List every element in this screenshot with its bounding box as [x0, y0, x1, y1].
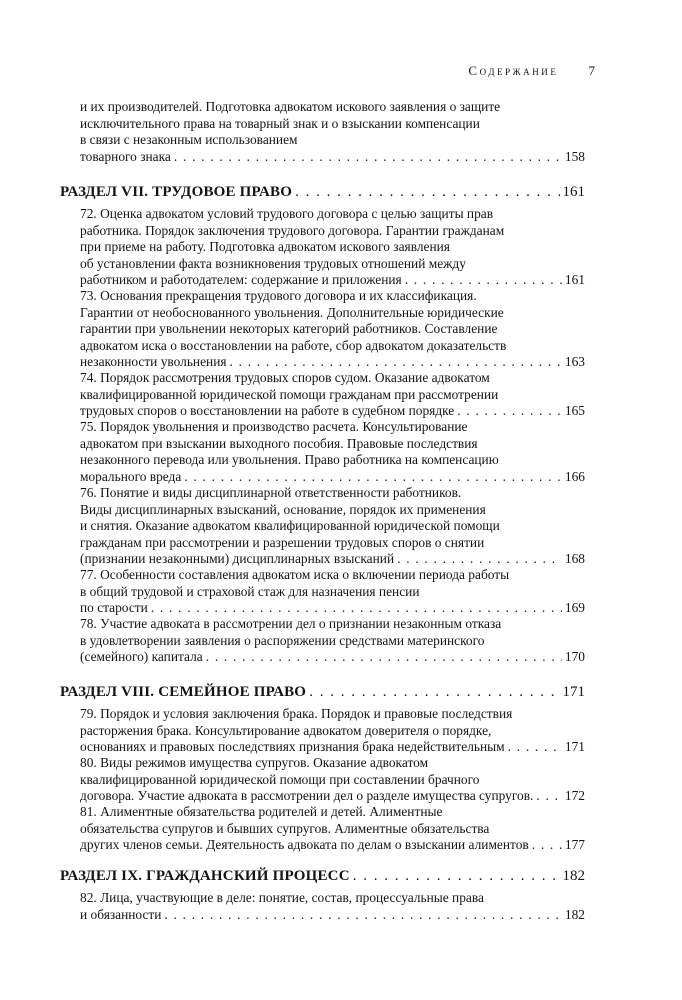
toc-entry-line: при приеме на работу. Подготовка адвокатом искового заявления [80, 239, 450, 254]
dot-leader [309, 684, 559, 701]
toc-page-number: 168 [564, 551, 585, 566]
dot-leader [405, 272, 562, 289]
toc-entry-line: гражданам при рассмотрении и разрешении трудовых споров о снятии [80, 534, 485, 550]
toc-entry-line: 78. Участие адвоката в рассмотрении дел о признании незаконным отказа [80, 616, 502, 631]
toc-entry-line: основаниях и правовых последствиях признания брака недействительным [80, 739, 505, 754]
dot-leader [397, 551, 562, 568]
dot-leader [206, 649, 562, 666]
toc-entry [80, 706, 585, 756]
section-page-number: 182 [562, 868, 585, 884]
toc-entry [80, 370, 585, 420]
toc-entry [80, 99, 585, 165]
toc-entry-line: 75. Порядок увольнения и производство расчета. Консультирование [80, 419, 468, 434]
toc-entry-line: квалифицированной юридической помощи при составлении брачного [80, 771, 480, 787]
dot-leader [151, 600, 562, 617]
toc-page-number: 177 [564, 837, 585, 852]
dot-leader [536, 788, 562, 805]
toc-entry-line: 80. Виды режимов имущества супругов. Оказание адвокатом [80, 755, 429, 770]
toc-entry-line: и снятия. Оказание адвокатом квалифицированной юридической помощи [80, 518, 500, 533]
toc-entry [80, 567, 585, 617]
toc-page-number: 158 [564, 148, 585, 164]
toc-entry-line: квалифицированной юридической помощи гражданам при рассмотрении [80, 386, 499, 402]
section-page-number: 171 [562, 684, 585, 700]
dot-leader [184, 469, 562, 486]
toc-entry-line: в связи с незаконным использованием [80, 132, 298, 147]
toc-entry-line: исключительного права на товарный знак и о взыскании компенсации [80, 115, 480, 131]
dot-leader [295, 184, 559, 201]
toc-entry-line: Гарантии от необоснованного увольнения. Дополнительные юридические [80, 304, 504, 320]
dot-leader [508, 739, 562, 756]
dot-leader [174, 149, 562, 166]
running-head-title: Содержание [468, 63, 559, 78]
toc-page-number: 169 [564, 600, 585, 615]
toc-entry [80, 890, 585, 923]
section-heading [60, 684, 585, 701]
toc-entry-line: 81. Алиментные обязательства родителей и детей. Алиментные [80, 804, 443, 819]
toc-page-number: 165 [564, 403, 585, 418]
dot-leader [164, 907, 562, 924]
toc-entry-line: других членов семьи. Деятельность адвоката по делам о взыскании алиментов [80, 837, 529, 852]
dot-leader [532, 837, 562, 854]
toc-entry-line: 82. Лица, участвующие в деле: понятие, состав, процессуальные права [80, 890, 484, 905]
toc-page-number: 163 [564, 354, 585, 369]
toc-entry-line: 77. Особенности составления адвокатом иска о включении периода работы [80, 567, 510, 582]
toc-entry-line: об установлении факта возникновения трудовых отношений между [80, 255, 466, 271]
toc-entry [80, 755, 585, 805]
dot-leader [353, 868, 560, 885]
dot-leader [457, 403, 562, 420]
toc-entry-line: товарного знака [80, 148, 171, 164]
toc-entry-line: в удовлетворении заявления о распоряжении средствами материнского [80, 632, 485, 648]
toc-page-number: 171 [564, 739, 585, 754]
section-page-number: 161 [562, 184, 585, 200]
section-heading [60, 184, 585, 201]
section-title: РАЗДЕЛ VIII. СЕМЕЙНОЕ ПРАВО [60, 684, 307, 700]
running-head [80, 63, 595, 85]
toc-entry-line: 73. Основания прекращения трудового договора и их классификация. [80, 288, 477, 303]
toc-entry-line: (семейного) капитала [80, 649, 203, 664]
section-heading [60, 868, 585, 885]
section-title: РАЗДЕЛ IX. ГРАЖДАНСКИЙ ПРОЦЕСС [60, 868, 350, 884]
toc-entry-line: договора. Участие адвоката в рассмотрении дел о разделе имущества супругов. [80, 788, 534, 803]
toc-page-number: 170 [564, 649, 585, 664]
toc-page-number: 172 [564, 788, 585, 803]
toc-entry-line: в общий трудовой и страховой стаж для назначения пенсии [80, 583, 420, 599]
dot-leader [230, 354, 562, 371]
toc-entry-line: по старости [80, 600, 148, 615]
toc-entry-line: 76. Понятие и виды дисциплинарной ответственности работников. [80, 485, 462, 500]
toc-entry-line: 74. Порядок рассмотрения трудовых споров судом. Оказание адвокатом [80, 370, 490, 385]
toc-entry-line: Виды дисциплинарных взысканий, основание, порядок их применения [80, 501, 486, 517]
toc-entry-line: трудовых споров о восстановлении на работе в судебном порядке [80, 403, 455, 418]
toc-entry-line: незаконности увольнения [80, 354, 227, 369]
toc-page-number: 166 [564, 468, 585, 484]
toc-page-number: 161 [564, 272, 585, 287]
toc-entry-line: расторжения брака. Консультирование адвокатом доверителя о порядке, [80, 722, 492, 738]
section-title: РАЗДЕЛ VII. ТРУДОВОЕ ПРАВО [60, 184, 293, 200]
toc-entry [80, 288, 585, 371]
toc-entry [80, 206, 585, 289]
toc-entry-line: адвокатом иска о восстановлении на работе, сбор адвокатом доказательств [80, 337, 507, 353]
toc-entry-line: адвокатом при взыскании выходного пособия. Правовые последствия [80, 435, 478, 451]
toc-entry [80, 485, 585, 568]
toc-page-number: 182 [564, 906, 585, 922]
toc-entry-line: (признании незаконными) дисциплинарных взысканий [80, 551, 395, 566]
toc-entry-line: 79. Порядок и условия заключения брака. Порядок и правовые последствия [80, 706, 513, 721]
toc-entry [80, 616, 585, 666]
toc-entry-line: и обязанности [80, 906, 162, 922]
toc-entry-line: обязательства супругов и бывших супругов. Алиментные обязательства [80, 820, 490, 836]
toc-entry-line: работника. Порядок заключения трудового договора. Гарантии гражданам [80, 222, 505, 238]
toc-entry-line: морального вреда [80, 468, 182, 484]
toc-entry-line: 72. Оценка адвокатом условий трудового договора с целью защиты прав [80, 206, 494, 221]
toc-entry-line: гарантии при увольнении некоторых категорий работников. Составление [80, 321, 498, 336]
toc-entry [80, 419, 585, 485]
toc-entry [80, 804, 585, 854]
toc-entry-line: работником и работодателем: содержание и приложения [80, 272, 402, 287]
toc-entry-line: и их производителей. Подготовка адвокатом искового заявления о защите [80, 99, 501, 114]
toc-entry-line: незаконного перевода или увольнения. Право работника на компенсацию [80, 452, 499, 467]
page-number: 7 [588, 63, 595, 78]
